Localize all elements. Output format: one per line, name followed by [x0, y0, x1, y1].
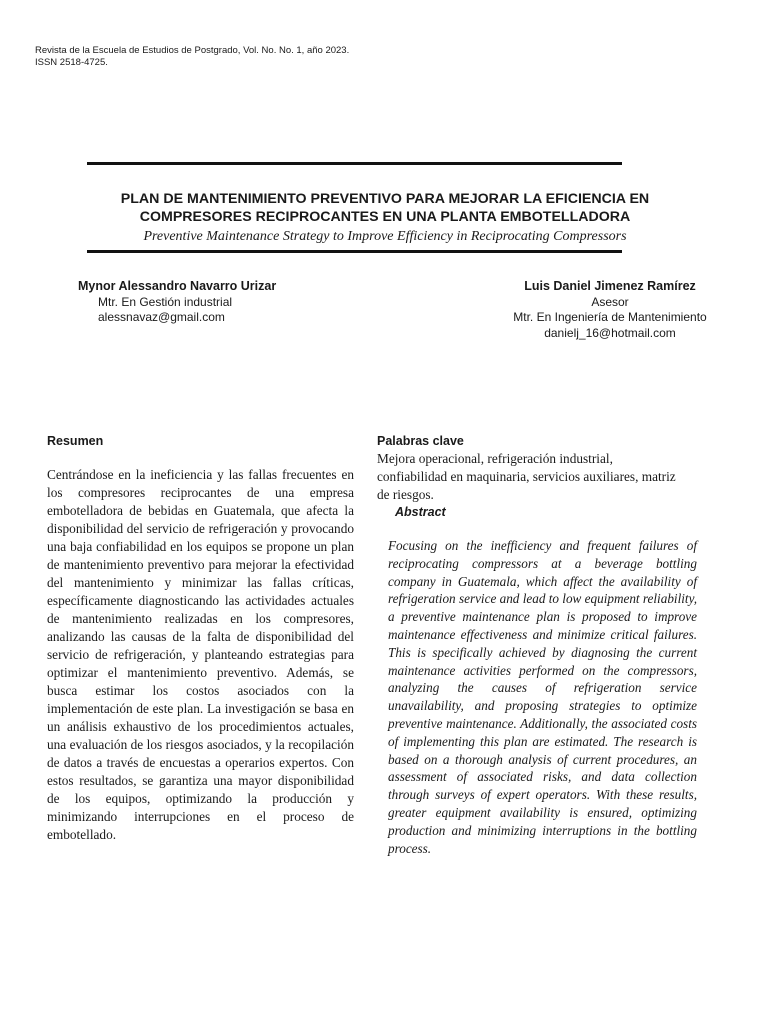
author-degree: Mtr. En Ingeniería de Mantenimiento: [513, 310, 707, 324]
paper-subtitle: Preventive Maintenance Strategy to Improve Efficiency in Reciprocating Compressors: [143, 229, 627, 244]
title-bottom-rule: [87, 250, 622, 253]
author-name: Luis Daniel Jimenez Ramírez: [524, 279, 696, 293]
abstract-text: Focusing on the inefficiency and frequent failures of reciprocating compressors at a beverage bottling company in Guatemala, which affect the availability of refrigeration service and lead to low equipment reliability, a preventive maintenance plan is proposed to improve maintenance effectiveness and minimize critical failures. This is specifically achieved by diagnosing the current maintenance activities performed on the compressors, analyzing the causes of refrigeration service unavailability, and proposing strategies to optimize preventive maintenance. Additionally, the associated costs of implementing this plan are estimated. The research is based on a thorough analysis of current procedures, an assessment of associated risks, and data collection through surveys of expert operators. With these results, greater equipment availability is ensured, optimizing production and minimizing interruptions in the bottling process.: [388, 538, 697, 856]
author-primary: [78, 279, 276, 326]
author-role: Mtr. En Gestión industrial: [98, 294, 233, 309]
abstract-heading: Abstract: [395, 505, 446, 519]
resumen-text: Centrándose en la ineficiencia y las fallas frecuentes en los compresores reciprocantes de una empresa embotelladora de bebidas en Guatemala, que afecta la disponibilidad del servicio de refrigeración y provocando una baja confiabilidad en los equipos se propone un plan de mantenimiento preventivo para mejorar la efectividad del mantenimiento y minimizar las fallas críticas, específicamente diagnosticando las actividades actuales de mantenimiento realizadas en los compresores, analizando las causas de la falta de disponibilidad del servicio de refrigeración, y planteando estrategias para optimizar el mantenimiento preventivo. Además, se busca estimar los costos asociados con la implementación de este plan. La investigación se basa en un análisis exhaustivo de los procedimientos actuales, una evaluación de los riesgos asociados, y la recopilación de datos a través de encuestas a operarios expertos. Con estos resultados, se garantiza una mayor disponibilidad de los equipos, optimizando la producción y minimizando interrupciones en el proceso de embotellado.: [47, 467, 354, 842]
keywords-heading: Palabras clave: [377, 434, 464, 448]
author-email: danielj_16@hotmail.com: [544, 325, 676, 340]
author-advisor: [490, 279, 730, 341]
author-email: alessnavaz@gmail.com: [98, 310, 225, 324]
title-top-rule: [87, 162, 622, 165]
keywords-text: Mejora operacional, refrigeración industrial, confiabilidad en maquinaria, servicios auxiliares, matriz de riesgos.: [377, 451, 676, 502]
resumen-heading: Resumen: [47, 434, 104, 448]
paper-title: [60, 190, 710, 226]
journal-issn: ISSN 2518-4725.: [35, 57, 108, 68]
journal-citation: Revista de la Escuela de Estudios de Postgrado, Vol. No. No. 1, año 2023.: [35, 45, 350, 56]
title-line-1: PLAN DE MANTENIMIENTO PREVENTIVO PARA MEJORAR LA EFICIENCIA EN: [120, 191, 650, 207]
title-line-2: COMPRESORES RECIPROCANTES EN UNA PLANTA EMBOTELLADORA: [139, 209, 631, 225]
author-name: Mynor Alessandro Navarro Urizar: [78, 279, 277, 293]
journal-header: [35, 45, 349, 69]
author-role: Asesor: [591, 294, 629, 309]
